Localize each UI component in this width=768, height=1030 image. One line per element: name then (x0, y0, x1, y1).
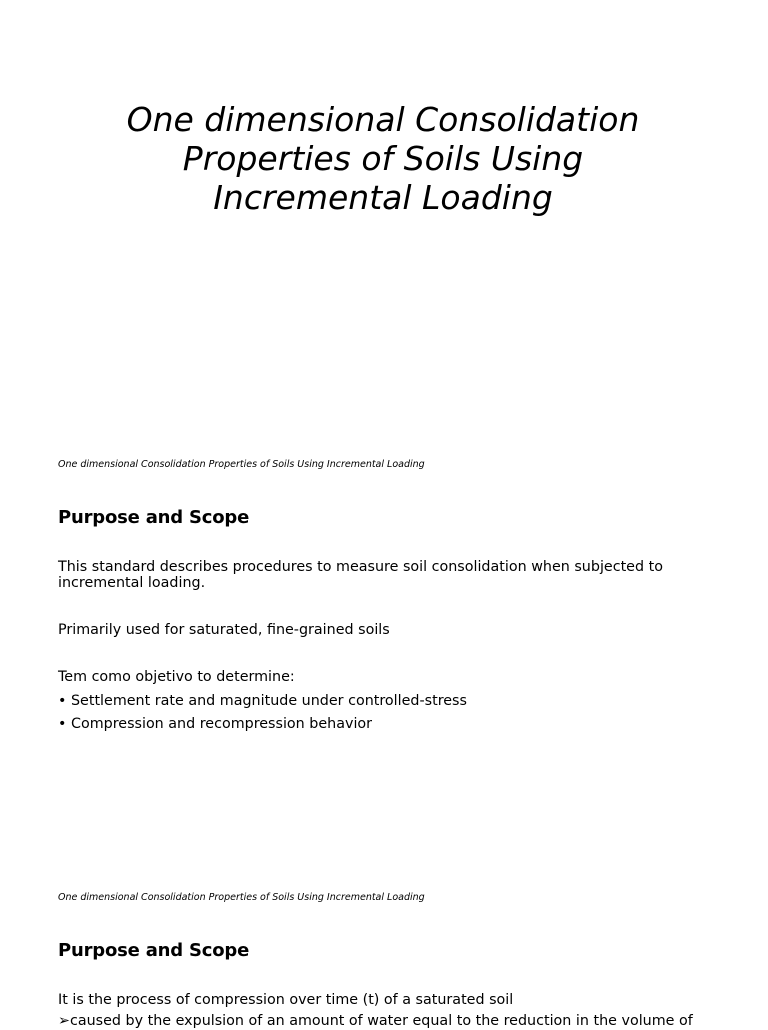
slide-2-arrow-item: ➢caused by the expulsion of an amount of water equal to the reduction in the volume of (58, 1013, 693, 1029)
title-line-3: Incremental Loading (213, 178, 553, 217)
slide-1-paragraph-2: Primarily used for saturated, fine-grained soils (58, 622, 390, 638)
title-line-2: Properties of Soils Using (182, 139, 584, 178)
slide-2-paragraph-1: It is the process of compression over time (t) of a saturated soil (58, 992, 514, 1008)
slide-1-paragraph-3: Tem como objetivo to determine: (58, 669, 295, 685)
slide-1-paragraph-1: This standard describes procedures to measure soil consolidation when subjected to incremental loading. (58, 559, 663, 591)
slide-2-heading: Purpose and Scope (58, 940, 250, 961)
slide-1-bullet-2: • Compression and recompression behavior (58, 716, 373, 732)
title-line-1: One dimensional Consolidation (126, 100, 640, 139)
slide-1-header: One dimensional Consolidation Properties of Soils Using Incremental Loading (58, 459, 425, 470)
slide-1-bullet-1: • Settlement rate and magnitude under controlled-stress (58, 693, 467, 709)
slide-1-heading: Purpose and Scope (58, 507, 250, 528)
document-title (60, 100, 706, 217)
slide-2-header: One dimensional Consolidation Properties of Soils Using Incremental Loading (58, 892, 425, 903)
